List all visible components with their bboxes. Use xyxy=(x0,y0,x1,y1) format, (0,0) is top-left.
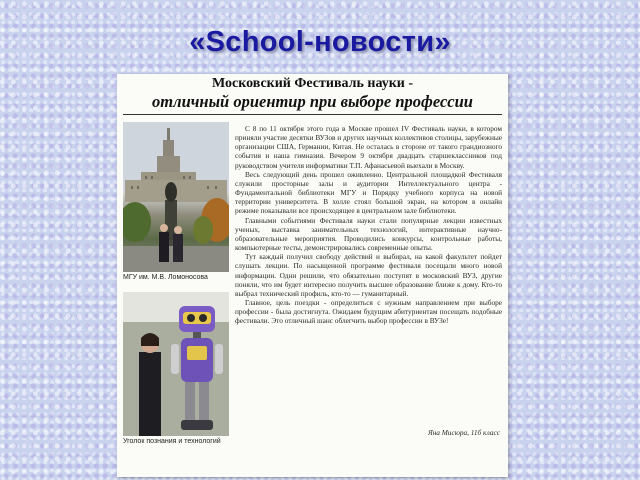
article-paragraph: Главное, цель поездки - определиться с нужным направлением при выборе профессии - была достигнута. Ожидаем будущим абитуриентам посещать подобные фестивали. Это отличный шанс облегчить выбор профессии в ВУЗе! xyxy=(235,297,502,326)
university-photo-illustration xyxy=(123,122,229,272)
article-paragraph: Главными событиями Фестиваля науки стали популярные лекции известных ученых, выставка занимательных технологий, интерактивные научно-образовательные мероприятия. Проводились конкурсы, контрольные работы, компьютерные тесты, демонстрировались современные опыты. xyxy=(235,215,502,253)
article-signature: Яна Мисюра, 11б класс xyxy=(427,428,500,437)
slide-title: «School-новости» xyxy=(189,26,451,58)
article-body xyxy=(235,124,502,458)
headline-divider xyxy=(123,114,502,115)
newspaper-article xyxy=(117,74,508,477)
university-photo xyxy=(123,122,229,272)
robot-photo-caption: Уголок познания и технологий xyxy=(123,438,221,445)
robot-photo-illustration xyxy=(123,292,229,436)
article-paragraph: Весь следующий день прошел оживленно. Центральной площадкой Фестиваля служили просторные залы и аудитории Интеллектуального центра - Фундаментальной библиотеки МГУ и Порядку учебного корпуса на новой территории университета. В холле стоял большой экран, на котором в онлайн режиме показывали все происходящее в центральном зале библиотеки. xyxy=(235,169,502,216)
article-paragraph: Тут каждый получил свободу действий и выбирал, на какой факультет пойдет слушать лекции. По насыщенной программе фестиваля посещали много новой информации. Одни решили, что обязательно поступят в московский ВУЗ, другие поняли, что им будет интересно получить высшее образование ближе к дому. Кто-то выбрал технический профиль, кто-то — гуманитарный. xyxy=(235,252,502,298)
robot-photo xyxy=(123,292,229,436)
university-photo-caption: МГУ им. М.В. Ломоносова xyxy=(123,274,208,281)
article-subheadline: отличный ориентир при выборе профессии xyxy=(152,92,473,111)
article-paragraph: С 8 по 11 октября этого года в Москве прошел IV Фестиваль науки, в котором приняли участие десятки ВУЗов и других научных коллективов столицы, зарубежные организации США, Германии, Китая. Не осталась в стороне от такого грандиозного события и наша гимназия. Вечером 9 октября двадцать старшеклассников под руководством учителя информатики Т.П. Афанасьевой выехали в Москву. xyxy=(235,124,502,170)
article-headline: Московский Фестиваль науки - xyxy=(211,76,414,91)
